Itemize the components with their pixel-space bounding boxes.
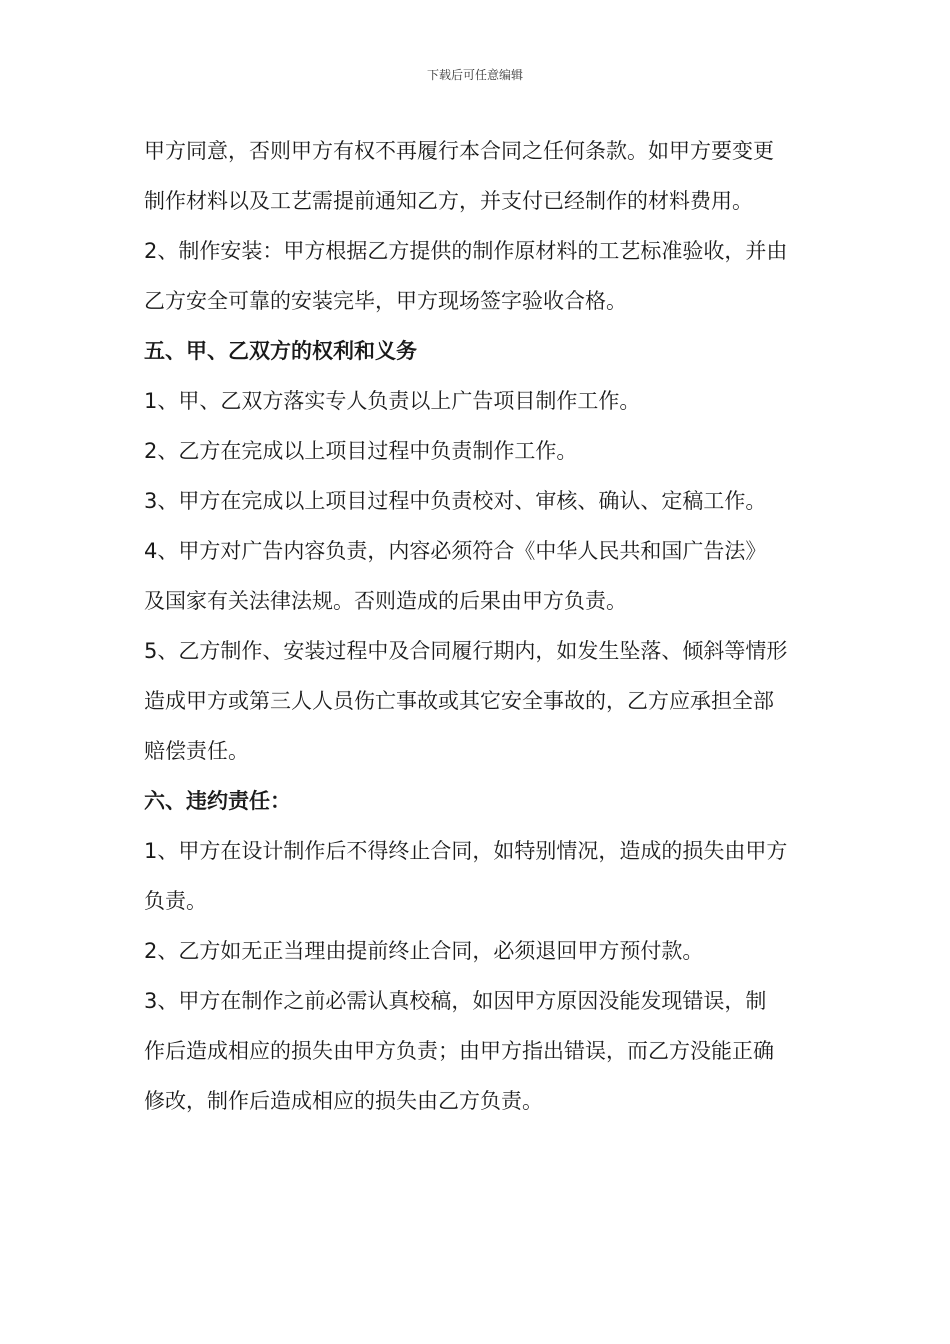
- text-line: 2、制作安装：甲方根据乙方提供的制作原材料的工艺标准验收，并由: [144, 239, 788, 263]
- text-line: 3、甲方在完成以上项目过程中负责校对、审核、确认、定稿工作。: [144, 489, 767, 513]
- text-line: 修改，制作后造成相应的损失由乙方负责。: [144, 1089, 543, 1113]
- section-heading: 五、甲、乙双方的权利和义务: [144, 339, 417, 363]
- text-line: 2、乙方如无正当理由提前终止合同，必须退回甲方预付款。: [144, 939, 704, 963]
- text-line: 2、乙方在完成以上项目过程中负责制作工作。: [144, 439, 578, 463]
- text-line: 1、甲方在设计制作后不得终止合同，如特别情况，造成的损失由甲方: [144, 839, 788, 863]
- text-line: 及国家有关法律法规。否则造成的后果由甲方负责。: [144, 589, 627, 613]
- text-line: 作后造成相应的损失由甲方负责；由甲方指出错误，而乙方没能正确: [144, 1039, 774, 1063]
- page-header: 下载后可任意编辑: [426, 68, 523, 82]
- text-line: 造成甲方或第三人人员伤亡事故或其它安全事故的，乙方应承担全部: [144, 689, 774, 713]
- text-line: 赔偿责任。: [144, 739, 249, 763]
- text-line: 负责。: [144, 889, 207, 913]
- text-line: 制作材料以及工艺需提前通知乙方，并支付已经制作的材料费用。: [144, 189, 753, 213]
- text-line: 乙方安全可靠的安装完毕，甲方现场签字验收合格。: [144, 289, 627, 313]
- text-line: 3、甲方在制作之前必需认真校稿，如因甲方原因没能发现错误，制: [144, 989, 767, 1013]
- document-body: [144, 126, 810, 1126]
- text-line: 4、甲方对广告内容负责，内容必须符合《中华人民共和国广告法》: [144, 539, 767, 563]
- text-line: 5、乙方制作、安装过程中及合同履行期内，如发生坠落、倾斜等情形: [144, 639, 788, 663]
- text-line: 甲方同意，否则甲方有权不再履行本合同之任何条款。如甲方要变更: [144, 139, 774, 163]
- section-heading: 六、违约责任：: [144, 789, 291, 813]
- text-line: 1、甲、乙双方落实专人负责以上广告项目制作工作。: [144, 389, 641, 413]
